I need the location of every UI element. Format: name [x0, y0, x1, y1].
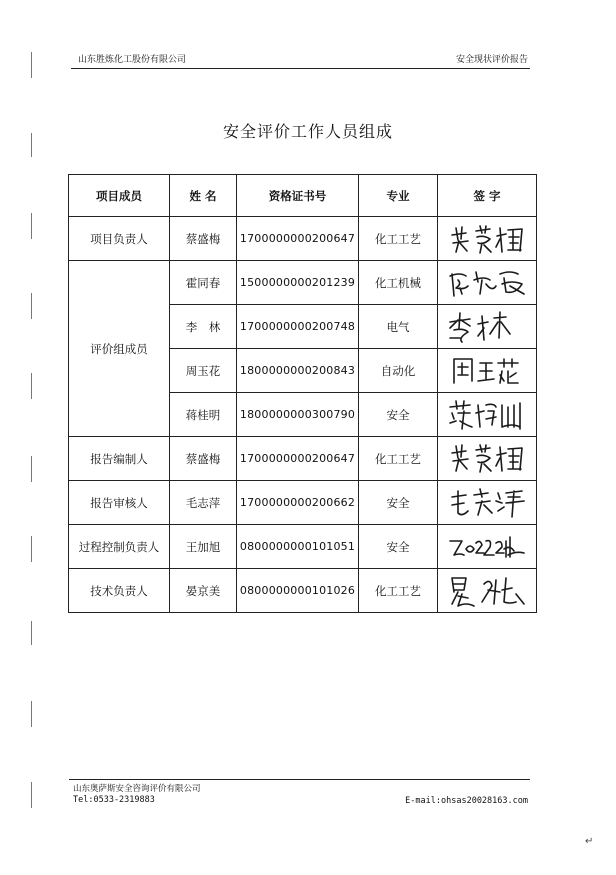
major-cell: 化工工艺: [359, 437, 438, 481]
binding-mark: [31, 456, 32, 482]
col-header-role: 项目成员: [69, 175, 170, 217]
footer-email: E-mail:ohsas20028163.com: [405, 796, 528, 806]
col-header-signature: 签 字: [438, 175, 537, 217]
signature-cell: [438, 525, 537, 569]
binding-mark: [31, 213, 32, 239]
table-row: [69, 481, 537, 525]
name-cell: 蒋桂明: [170, 393, 237, 437]
signature-cell: [438, 305, 537, 349]
header-divider: [71, 68, 530, 69]
page-title: 安全评价工作人员组成: [222, 122, 393, 141]
major-cell: 化工工艺: [359, 569, 438, 613]
signature-image: [444, 572, 530, 610]
col-header-cert: 资格证书号: [237, 175, 359, 217]
major-cell: 安全: [359, 525, 438, 569]
signature-cell: [438, 261, 537, 305]
major-cell: 安全: [359, 393, 438, 437]
footer-tel: Tel:0533-2319883: [73, 795, 155, 805]
staff-table: [68, 174, 537, 613]
signature-cell: [438, 437, 537, 481]
role-cell: 评价组成员: [69, 261, 170, 437]
name-cell: 李 林: [170, 305, 237, 349]
footer-company: 山东奥萨斯安全咨询评价有限公司: [73, 784, 201, 794]
major-cell: 自动化: [359, 349, 438, 393]
header-company: 山东胜炼化工股份有限公司: [78, 55, 187, 65]
footer-divider: [69, 779, 530, 780]
paragraph-mark-icon: ↵: [585, 836, 594, 847]
role-cell: 项目负责人: [69, 217, 170, 261]
cert-cell: 1700000000200662: [237, 481, 359, 525]
binding-mark: [31, 52, 32, 78]
table-row: [69, 525, 537, 569]
cert-cell: 1800000000200843: [237, 349, 359, 393]
signature-cell: [438, 349, 537, 393]
major-cell: 化工工艺: [359, 217, 438, 261]
role-cell: 过程控制负责人: [69, 525, 170, 569]
cert-cell: 1800000000300790: [237, 393, 359, 437]
cert-cell: 1500000000201239: [237, 261, 359, 305]
cert-cell: 0800000000101051: [237, 525, 359, 569]
cert-cell: 1700000000200748: [237, 305, 359, 349]
signature-image: [444, 221, 530, 257]
name-cell: 王加旭: [170, 525, 237, 569]
table-row: [69, 261, 537, 305]
binding-mark: [31, 782, 32, 808]
binding-mark: [31, 701, 32, 727]
header-report-type: 安全现状评价报告: [455, 55, 528, 65]
name-cell: 蔡盛梅: [170, 217, 237, 261]
name-cell: 毛志萍: [170, 481, 237, 525]
signature-image: [444, 397, 530, 433]
cert-cell: 0800000000101026: [237, 569, 359, 613]
table-header-row: [69, 175, 537, 217]
major-cell: 电气: [359, 305, 438, 349]
binding-mark: [31, 621, 32, 645]
name-cell: 蔡盛梅: [170, 437, 237, 481]
signature-image: [444, 485, 530, 521]
signature-cell: [438, 217, 537, 261]
signature-image: [444, 308, 530, 346]
name-cell: 周玉花: [170, 349, 237, 393]
cert-cell: 1700000000200647: [237, 217, 359, 261]
table-row: [69, 217, 537, 261]
table-row: [69, 437, 537, 481]
signature-image: [444, 264, 530, 302]
role-cell: 技术负责人: [69, 569, 170, 613]
role-cell: 报告审核人: [69, 481, 170, 525]
signature-cell: [438, 393, 537, 437]
signature-image: [444, 529, 530, 565]
name-cell: 霍同春: [170, 261, 237, 305]
signature-cell: [438, 481, 537, 525]
signature-cell: [438, 569, 537, 613]
binding-mark: [31, 373, 32, 399]
binding-mark: [31, 536, 32, 562]
role-cell: 报告编制人: [69, 437, 170, 481]
signature-image: [444, 353, 530, 389]
major-cell: 安全: [359, 481, 438, 525]
cert-cell: 1700000000200647: [237, 437, 359, 481]
major-cell: 化工机械: [359, 261, 438, 305]
col-header-major: 专业: [359, 175, 438, 217]
table-row: [69, 569, 537, 613]
col-header-name: 姓 名: [170, 175, 237, 217]
signature-image: [444, 441, 530, 477]
binding-mark: [31, 293, 32, 319]
name-cell: 晏京美: [170, 569, 237, 613]
